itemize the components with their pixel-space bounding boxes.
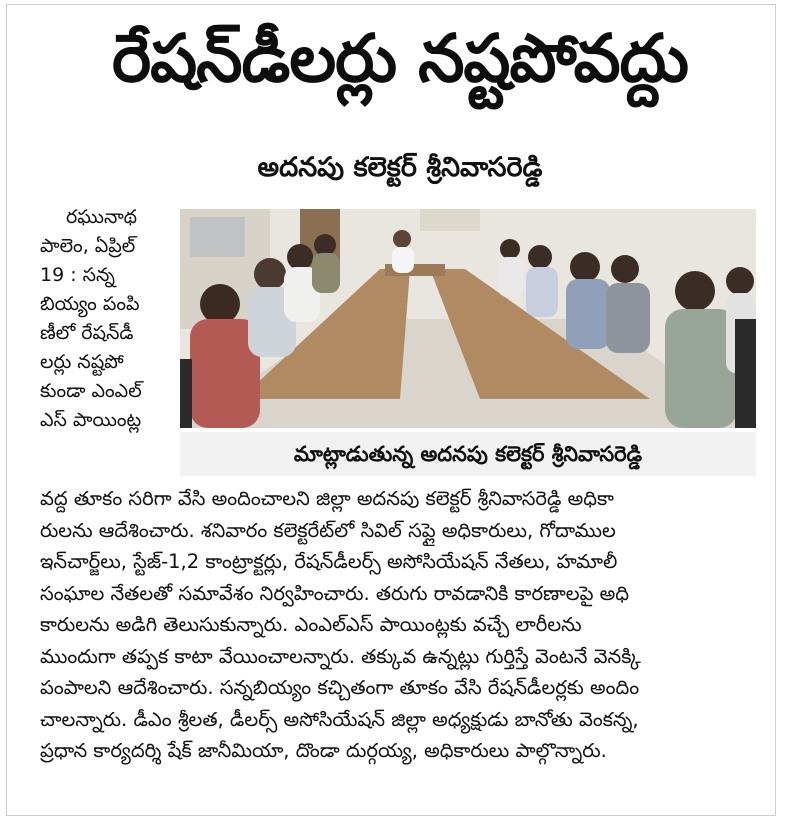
body-line: ప్రధాన కార్యదర్శి షేక్ జానీమియా, దొండా దుర్గయ్య, అధికారులు పాల్గొన్నారు.	[40, 739, 607, 762]
intro-line: రఘునాథ	[66, 206, 138, 228]
body-line: కారులను అడిగి తెలుసుకున్నారు. ఎంఎల్‌ఎస్ పాయింట్లకు వచ్చే లారీలను	[40, 613, 582, 636]
body-line: సంఘాల నేతలతో సమావేశం నిర్వహించారు. తరుగు రావడానికి కారణాలపై అధి	[40, 581, 629, 605]
article-body	[40, 483, 756, 767]
body-line: రులను ఆదేశించారు. శనివారం కలెక్టరేట్‌లో సివిల్ సప్లై అధికారులు, గోదాముల	[40, 518, 616, 542]
body-line: వద్ద తూకం సరిగా వేసి అందించాలని జిల్లా అదనపు కలెక్టర్ శ్రీనివాసరెడ్డి అధికా	[40, 487, 614, 510]
intro-line: ణీలో రేషన్‌డీ	[40, 322, 134, 344]
intro-line: కుండా ఎంఎల్	[40, 380, 142, 402]
body-line: పంపాలని ఆదేశించారు. సన్నబియ్యం కచ్చితంగా తూకం వేసి రేషన్‌డీలర్లకు అందిం	[40, 676, 640, 699]
intro-line: ఎస్ పాయింట్ల	[40, 409, 142, 431]
headline: రేషన్‌డీలర్లు నష్టపోవద్దు	[111, 20, 688, 97]
intro-line: బియ్యం పంపి	[40, 293, 140, 315]
intro-column	[40, 203, 172, 435]
intro-line: లర్లు నష్టపో	[40, 351, 124, 373]
body-line: ముందుగా తప్పక కాటా వేయించాలన్నారు. తక్కువ ఉన్నట్లు గుర్తిస్తే వెంటనే వెనక్కి	[40, 644, 641, 668]
intro-line: పాలెం, ఏప్రిల్	[40, 235, 136, 257]
body-line: ఇన్‌చార్జ్‌లు, స్టేజ్-1,2 కాంట్రాక్టర్లు, రేషన్‌డీలర్స్ అసోసియేషన్ నేతలు, హమాలీ	[40, 550, 618, 573]
subheadline: అదనపు కలెక్టర్ శ్రీనివాసరెడ్డి	[257, 152, 543, 183]
photo-caption: మాట్లాడుతున్న అదనపు కలెక్టర్ శ్రీనివాసరెడ్డి	[180, 432, 756, 476]
meeting-photo	[180, 209, 756, 428]
intro-line: 19 : సన్న	[40, 264, 115, 286]
body-line: చాలన్నారు. డీఎం శ్రీలత, డీలర్స్ అసోసియేషన్ జిల్లా అధ్యక్షుడు బానోతు వెంకన్న,	[40, 707, 639, 731]
